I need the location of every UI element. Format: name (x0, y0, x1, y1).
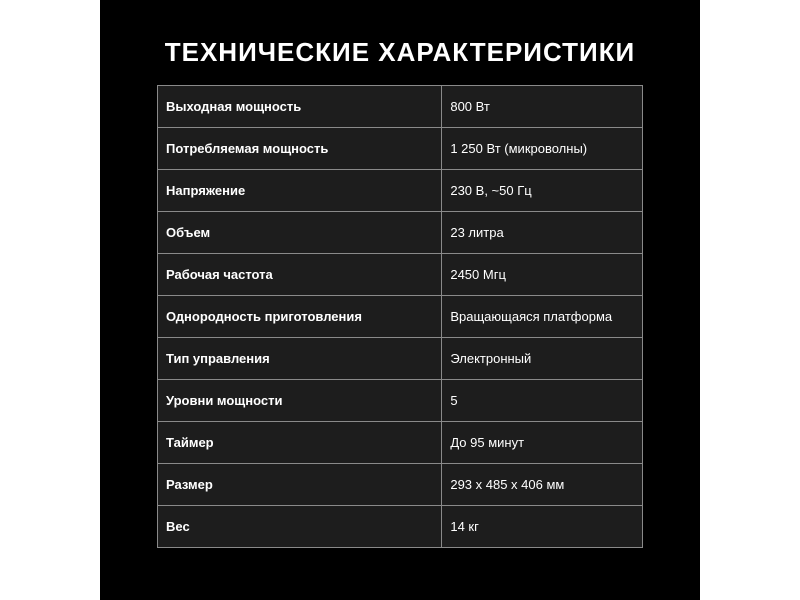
spec-name: Выходная мощность (158, 86, 442, 128)
spec-value: 5 (442, 380, 643, 422)
spec-name: Рабочая частота (158, 254, 442, 296)
table-row (158, 296, 643, 338)
spec-value: 1 250 Вт (микроволны) (442, 128, 643, 170)
spec-name: Таймер (158, 422, 442, 464)
table-row (158, 380, 643, 422)
spec-name: Тип управления (158, 338, 442, 380)
spec-value: До 95 минут (442, 422, 643, 464)
spec-value: 23 литра (442, 212, 643, 254)
spec-value: 293 х 485 х 406 мм (442, 464, 643, 506)
page-title: ТЕХНИЧЕСКИЕ ХАРАКТЕРИСТИКИ (164, 37, 636, 67)
table-row (158, 86, 643, 128)
table-row (158, 170, 643, 212)
spec-name: Однородность приготовления (158, 296, 442, 338)
table-row (158, 338, 643, 380)
spec-value: 800 Вт (442, 86, 643, 128)
table-row (158, 128, 643, 170)
table-row (158, 464, 643, 506)
table-row (158, 212, 643, 254)
spec-value: 14 кг (442, 506, 643, 548)
spec-name: Уровни мощности (158, 380, 442, 422)
spec-value: 230 В, ~50 Гц (442, 170, 643, 212)
spec-name: Вес (158, 506, 442, 548)
table-row (158, 506, 643, 548)
spec-value: 2450 Мгц (442, 254, 643, 296)
table-row (158, 254, 643, 296)
spec-name: Объем (158, 212, 442, 254)
spec-value: Вращающаяся платформа (442, 296, 643, 338)
spec-name: Напряжение (158, 170, 442, 212)
spec-table (157, 85, 643, 548)
spec-panel (100, 0, 700, 600)
table-row (158, 422, 643, 464)
spec-value: Электронный (442, 338, 643, 380)
spec-name: Размер (158, 464, 442, 506)
spec-name: Потребляемая мощность (158, 128, 442, 170)
